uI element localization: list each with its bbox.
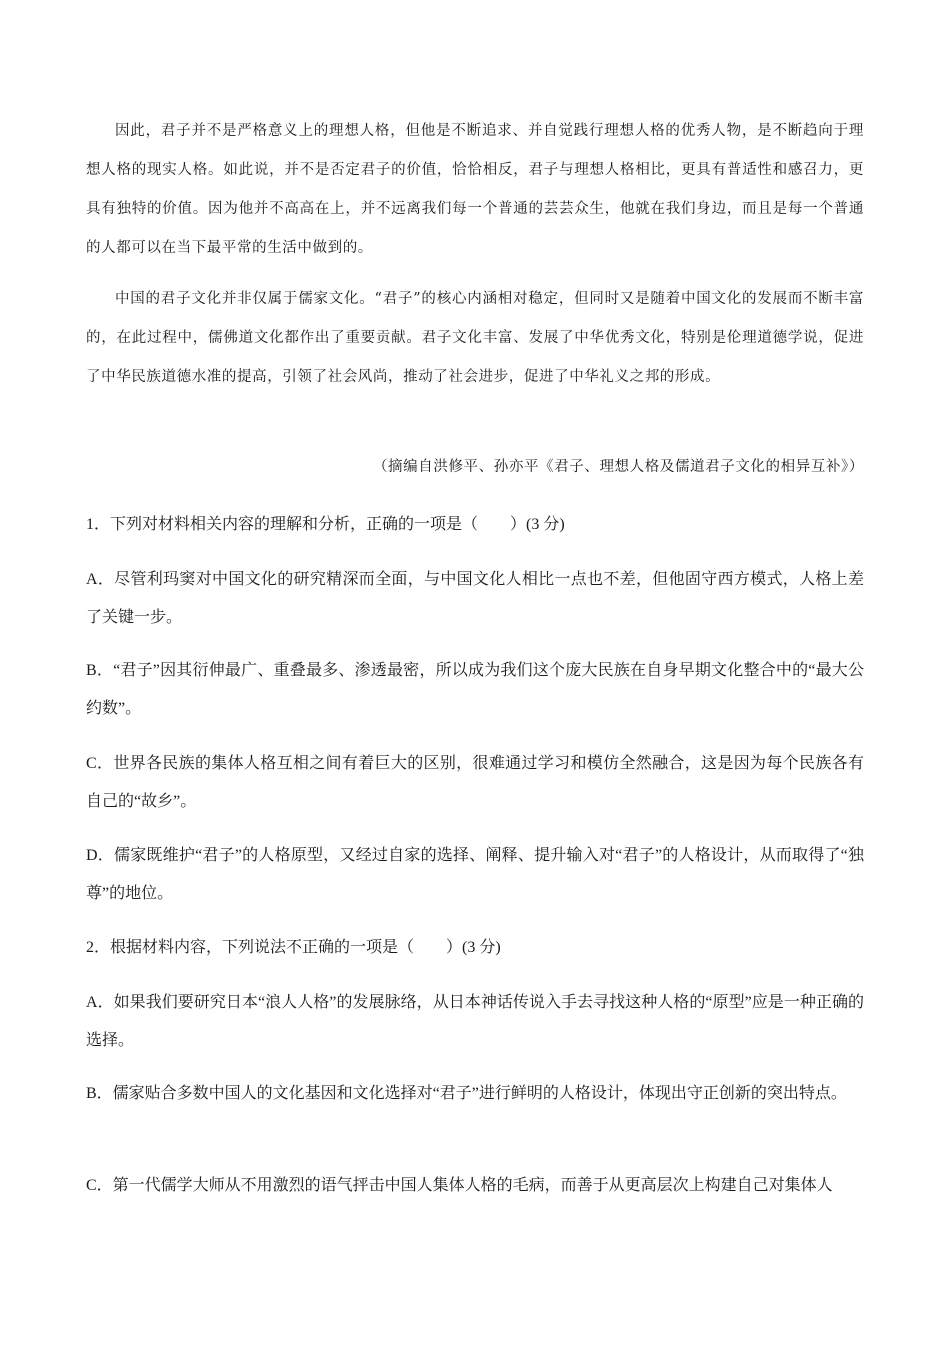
question-1-option-c: C．世界各民族的集体人格互相之间有着巨大的区别，很难通过学习和模仿全然融合，这是因为每个民族各有自己的“故乡”。: [86, 755, 864, 810]
question-2-option-a: A．如果我们要研究日本“浪人人格”的发展脉络，从日本神话传说入手去寻找这种人格的“原型”应是一种正确的选择。: [86, 994, 864, 1049]
passage-source: （摘编自洪修平、孙亦平《君子、理想人格及儒道君子文化的相异互补》）: [372, 459, 864, 475]
passage-paragraph-1: 因此，君子并不是严格意义上的理想人格，但他是不断追求、并自觉践行理想人格的优秀人物，是不断趋向于理想人格的现实人格。如此说，并不是否定君子的价值，恰恰相反，君子与理想人格相比，更具有普适性和感召力，更具有独特的价值。因为他并不高高在上，并不远离我们每一个普通的芸芸众生，他就在我们身边，而且是每一个普通的人都可以在当下最平常的生活中做到的。: [86, 123, 864, 256]
question-2-option-c: C．第一代儒学大师从不用激烈的语气抨击中国人集体人格的毛病，而善于从更高层次上构建自己对集体人: [86, 1177, 833, 1194]
passage-paragraph-2: 中国的君子文化并非仅属于儒家文化。“君子”的核心内涵相对稳定，但同时又是随着中国文化的发展而不断丰富的，在此过程中，儒佛道文化都作出了重要贡献。君子文化丰富、发展了中华优秀文化，特别是伦理道德学说，促进了中华民族道德水准的提高，引领了社会风尚，推动了社会进步，促进了中华礼义之邦的形成。: [86, 291, 864, 385]
question-1-option-b: B．“君子”因其衍伸最广、重叠最多、渗透最密，所以成为我们这个庞大民族在自身早期文化整合中的“最大公约数”。: [86, 662, 864, 717]
question-1-stem: 1．下列对材料相关内容的理解和分析，正确的一项是（ ）(3 分): [86, 516, 565, 533]
question-1-option-a: A．尽管利玛窦对中国文化的研究精深而全面，与中国文化人相比一点也不差，但他固守西方模式，人格上差了关键一步。: [86, 571, 864, 626]
question-2-stem: 2．根据材料内容，下列说法不正确的一项是（ ）(3 分): [86, 939, 501, 956]
question-1-option-d: D．儒家既维护“君子”的人格原型，又经过自家的选择、阐释、提升输入对“君子”的人格设计，从而取得了“独尊”的地位。: [86, 847, 864, 902]
question-2-option-b: B．儒家贴合多数中国人的文化基因和文化选择对“君子”进行鲜明的人格设计，体现出守正创新的突出特点。: [86, 1085, 847, 1102]
